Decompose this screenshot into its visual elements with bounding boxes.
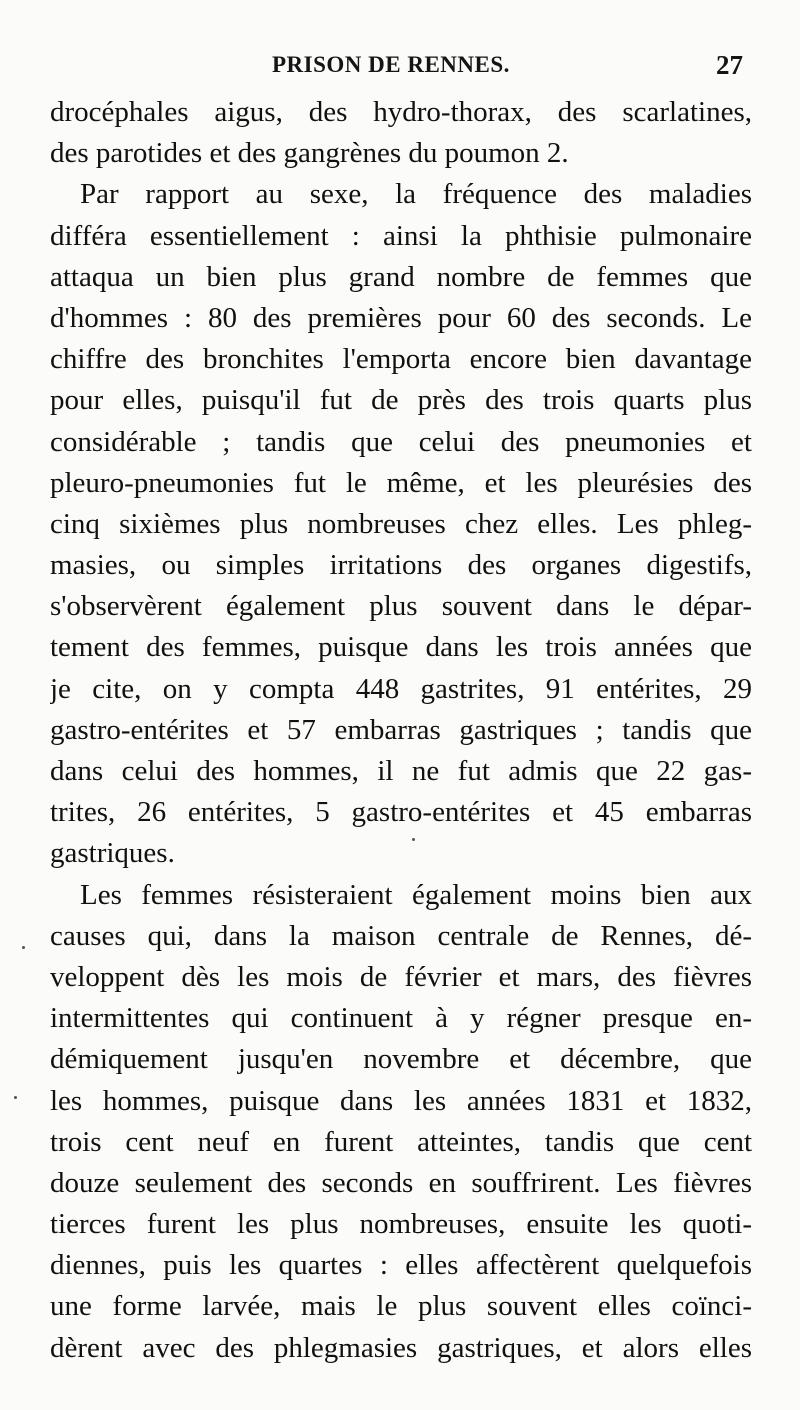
text-line: diennes, puis les quartes : elles affectèrent quelquefois <box>50 1249 752 1282</box>
paragraph <box>50 875 752 1369</box>
text-line: drocéphales aigus, des hydro-thorax, des scarlatines, <box>50 96 752 128</box>
print-speck <box>22 946 25 949</box>
text-line: d'hommes : 80 des premières pour 60 des seconds. Le <box>50 301 752 334</box>
text-line: Les femmes résisteraient également moins bien aux <box>80 878 752 911</box>
text-line: considérable ; tandis que celui des pneumonies et <box>50 425 752 458</box>
text-line: gastro-entérites et 57 embarras gastriques ; tandis que <box>50 713 752 746</box>
page-number: 27 <box>716 50 743 80</box>
text-line: intermittentes qui continuent à y régner presque en- <box>50 1002 752 1035</box>
text-line: s'observèrent également plus souvent dans le dépar- <box>50 590 752 623</box>
paragraph <box>50 174 752 874</box>
text-line: cinq sixièmes plus nombreuses chez elles. Les phleg- <box>50 507 752 540</box>
text-line: tement des femmes, puisque dans les trois années que <box>50 631 752 664</box>
text-line: différa essentiellement : ainsi la phthisie pulmonaire <box>50 219 752 252</box>
text-line: les hommes, puisque dans les années 1831 et 1832, <box>50 1084 752 1117</box>
text-line: Par rapport au sexe, la fréquence des maladies <box>80 178 752 211</box>
print-speck <box>14 1096 17 1099</box>
text-line: gastriques. <box>50 837 175 870</box>
paragraph <box>50 92 752 174</box>
text-line: causes qui, dans la maison centrale de Rennes, dé- <box>50 919 752 952</box>
running-title: PRISON DE RENNES. <box>272 52 510 77</box>
text-line: trites, 26 entérites, 5 gastro-entérites et 45 embarras <box>50 796 752 829</box>
text-line: une forme larvée, mais le plus souvent elles coïnci- <box>50 1290 752 1323</box>
text-line: dèrent avec des phlegmasies gastriques, et alors elles <box>50 1331 752 1364</box>
text-line: des parotides et des gangrènes du poumon 2. <box>50 137 569 170</box>
text-line: trois cent neuf en furent atteintes, tandis que cent <box>50 1125 752 1158</box>
text-line: je cite, on y compta 448 gastrites, 91 entérites, 29 <box>50 672 752 705</box>
text-line: masies, ou simples irritations des organes digestifs, <box>50 549 752 582</box>
page-header <box>0 52 800 88</box>
text-line: attaqua un bien plus grand nombre de femmes que <box>50 260 752 293</box>
text-line: pour elles, puisqu'il fut de près des trois quarts plus <box>50 384 752 417</box>
text-line: démiquement jusqu'en novembre et décembre, que <box>50 1043 752 1076</box>
text-line: tierces furent les plus nombreuses, ensuite les quoti- <box>50 1208 752 1241</box>
print-speck <box>412 838 415 841</box>
body-text <box>50 92 752 1392</box>
text-line: douze seulement des seconds en souffrirent. Les fièvres <box>50 1166 752 1199</box>
text-line: dans celui des hommes, il ne fut admis que 22 gas- <box>50 755 752 787</box>
text-line: pleuro-pneumonies fut le même, et les pleurésies des <box>50 466 752 499</box>
text-line: chiffre des bronchites l'emporta encore bien davantage <box>50 343 752 376</box>
text-line: veloppent dès les mois de février et mars, des fièvres <box>50 960 752 993</box>
